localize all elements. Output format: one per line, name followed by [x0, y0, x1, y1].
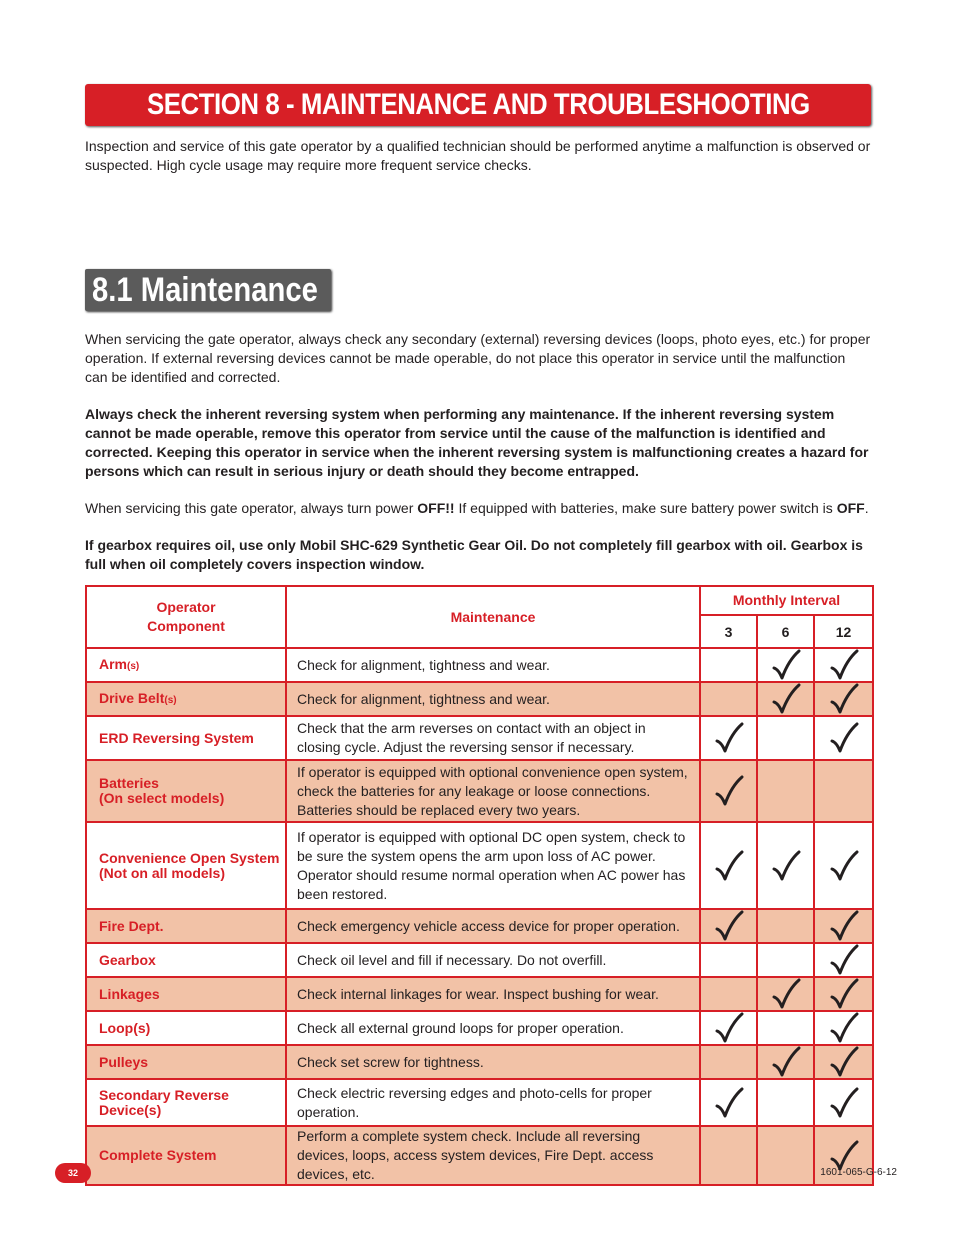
component-name: Gearbox: [99, 951, 156, 968]
interval-cell-6: [757, 1126, 814, 1185]
checkmark-icon: [815, 1087, 872, 1119]
interval-cell-12: [814, 648, 873, 682]
interval-cell-6: [757, 909, 814, 943]
power-note-text-2: If equipped with batteries, make sure battery power switch is: [454, 500, 837, 516]
maintenance-description: If operator is equipped with optional DC open system, check to be sure the system opens the arm upon loss of AC power. Operator should resume normal operation when AC power has been restored.: [286, 822, 700, 909]
maintenance-description: Check electric reversing edges and photo-cells for proper operation.: [286, 1079, 700, 1126]
component-name-line2: (Not on all models): [99, 864, 225, 881]
maintenance-description: Check emergency vehicle access device for proper operation.: [286, 909, 700, 943]
section-title: SECTION 8 - MAINTENANCE AND TROUBLESHOOTING: [146, 88, 810, 121]
table-row: [86, 1011, 873, 1045]
interval-cell-3: [700, 648, 757, 682]
interval-cell-3: [700, 1011, 757, 1045]
section-title-banner: [85, 84, 871, 126]
component-name: Drive Belt: [99, 689, 165, 706]
interval-cell-6: [757, 1011, 814, 1045]
checkmark-icon: [701, 775, 756, 807]
interval-cell-3: [700, 1126, 757, 1185]
table-row: [86, 760, 873, 822]
power-off-note: [85, 499, 871, 518]
checkmark-icon: [701, 722, 756, 754]
interval-12: 12: [814, 615, 873, 648]
component-name: Linkages: [99, 985, 160, 1002]
component-cell: [86, 760, 286, 822]
interval-cell-12: [814, 1079, 873, 1126]
maintenance-table: [85, 585, 874, 1186]
power-note-text-3: .: [864, 500, 869, 516]
checkmark-icon: [758, 1046, 813, 1078]
component-cell: [86, 977, 286, 1011]
table-row: [86, 648, 873, 682]
maintenance-description: Check for alignment, tightness and wear.: [286, 682, 700, 716]
table-row: [86, 977, 873, 1011]
maintenance-description: Check oil level and fill if necessary. Do not overfill.: [286, 943, 700, 977]
checkmark-icon: [758, 649, 813, 681]
interval-cell-3: [700, 682, 757, 716]
col-header-monthly-interval: Monthly Interval: [700, 586, 873, 615]
component-cell: [86, 648, 286, 682]
component-cell: [86, 1126, 286, 1185]
interval-cell-12: [814, 1045, 873, 1079]
interval-cell-12: [814, 822, 873, 909]
col-header-component-line1: Operator: [156, 599, 216, 615]
table-row: [86, 909, 873, 943]
checkmark-icon: [701, 1012, 756, 1044]
interval-cell-6: [757, 760, 814, 822]
maintenance-description: If operator is equipped with optional convenience open system, check the batteries for any leakage or loose connections. Batteries should be replaced every two years.: [286, 760, 700, 822]
interval-cell-6: [757, 1045, 814, 1079]
interval-cell-12: [814, 716, 873, 760]
interval-cell-12: [814, 943, 873, 977]
power-note-text-1: When servicing this gate operator, always turn power: [85, 500, 418, 516]
interval-3: 3: [700, 615, 757, 648]
interval-cell-3: [700, 977, 757, 1011]
subsection-title-banner: [85, 269, 331, 311]
interval-cell-6: [757, 822, 814, 909]
subsection-title: 8.1 Maintenance: [92, 270, 318, 309]
component-name: Batteries: [99, 775, 159, 791]
checkmark-icon: [758, 683, 813, 715]
component-name: Arm: [99, 655, 128, 672]
page-number: 32: [67, 1168, 78, 1178]
table-row: [86, 716, 873, 760]
component-name: Convenience Open System: [99, 849, 280, 866]
component-cell: [86, 1079, 286, 1126]
checkmark-icon: [815, 978, 872, 1010]
interval-cell-6: [757, 1079, 814, 1126]
checkmark-icon: [701, 850, 756, 882]
component-cell: [86, 943, 286, 977]
secondary-devices-paragraph: When servicing the gate operator, always check any secondary (external) reversing devices (loops, photo eyes, etc.) for proper operation. If external reversing devices cannot be made operable, do not place this operator in service until the malfunction can be identified and corrected.: [85, 331, 871, 385]
intro-paragraph: Inspection and service of this gate operator by a qualified technician should be performed anytime a malfunction is observed or suspected. High cycle usage may require more frequent service checks.: [85, 138, 871, 173]
interval-cell-3: [700, 760, 757, 822]
interval-cell-6: [757, 943, 814, 977]
component-suffix: (s): [127, 660, 140, 672]
checkmark-icon: [815, 649, 872, 681]
maintenance-description: Check all external ground loops for proper operation.: [286, 1011, 700, 1045]
maintenance-description: Check for alignment, tightness and wear.: [286, 648, 700, 682]
col-header-maintenance: Maintenance: [286, 586, 700, 648]
table-row: [86, 1126, 873, 1185]
component-cell: [86, 909, 286, 943]
table-row: [86, 682, 873, 716]
checkmark-icon: [815, 722, 872, 754]
component-cell: [86, 822, 286, 909]
table-row: [86, 1079, 873, 1126]
component-cell: [86, 682, 286, 716]
document-code: 1601-065-G-6-12: [820, 1167, 897, 1178]
interval-cell-3: [700, 716, 757, 760]
maintenance-description: Check internal linkages for wear. Inspect bushing for wear.: [286, 977, 700, 1011]
page-number-badge: [55, 1163, 91, 1183]
gearbox-oil-note: If gearbox requires oil, use only Mobil SHC-629 Synthetic Gear Oil. Do not completely fill gearbox with oil. Gearbox is full when oil completely covers inspection window.: [85, 537, 863, 572]
interval-cell-12: [814, 682, 873, 716]
component-name: Pulleys: [99, 1053, 149, 1070]
inherent-reversing-warning: Always check the inherent reversing system when performing any maintenance. If the inherent reversing system cannot be made operable, remove this operator from service until the cause of the malfunction is identified and corrected. Keeping this operator in service when the inherent reversing system is malfunctioning creates a hazard for persons which can result in serious injury or death should they become entrapped.: [85, 406, 869, 479]
component-cell: [86, 1011, 286, 1045]
component-name-line2: (On select models): [99, 790, 225, 806]
col-header-component: [86, 586, 286, 648]
component-name: Loop(s): [99, 1019, 151, 1036]
interval-cell-6: [757, 977, 814, 1011]
component-name: Fire Dept.: [99, 917, 164, 934]
col-header-component-line2: Component: [147, 618, 225, 634]
maintenance-description: Check set screw for tightness.: [286, 1045, 700, 1079]
component-name: ERD Reversing System: [99, 729, 254, 746]
checkmark-icon: [815, 910, 872, 942]
checkmark-icon: [701, 1087, 756, 1119]
interval-cell-6: [757, 716, 814, 760]
interval-cell-12: [814, 1011, 873, 1045]
interval-cell-3: [700, 1079, 757, 1126]
power-note-off-1: OFF!!: [417, 500, 455, 516]
checkmark-icon: [758, 850, 813, 882]
table-row: [86, 1045, 873, 1079]
component-name: Complete System: [99, 1147, 217, 1163]
checkmark-icon: [701, 910, 756, 942]
power-note-off-2: OFF: [836, 500, 865, 516]
checkmark-icon: [815, 1046, 872, 1078]
interval-cell-12: [814, 760, 873, 822]
maintenance-description: Perform a complete system check. Include all reversing devices, loops, access system devices, Fire Dept. access devices, etc.: [286, 1126, 700, 1185]
table-row: [86, 822, 873, 909]
table-row: [86, 943, 873, 977]
interval-cell-6: [757, 648, 814, 682]
interval-cell-3: [700, 943, 757, 977]
checkmark-icon: [758, 978, 813, 1010]
interval-cell-3: [700, 909, 757, 943]
checkmark-icon: [815, 850, 872, 882]
component-suffix: (s): [164, 694, 177, 706]
maintenance-description: Check that the arm reverses on contact with an object in closing cycle. Adjust the reversing sensor if necessary.: [286, 716, 700, 760]
component-name-line2: Device(s): [99, 1101, 162, 1118]
interval-cell-3: [700, 822, 757, 909]
interval-6: 6: [757, 615, 814, 648]
component-cell: [86, 716, 286, 760]
component-cell: [86, 1045, 286, 1079]
interval-cell-3: [700, 1045, 757, 1079]
interval-cell-12: [814, 977, 873, 1011]
interval-cell-6: [757, 682, 814, 716]
interval-cell-12: [814, 909, 873, 943]
checkmark-icon: [815, 683, 872, 715]
checkmark-icon: [815, 944, 872, 976]
component-name: Secondary Reverse: [99, 1086, 229, 1103]
checkmark-icon: [815, 1012, 872, 1044]
